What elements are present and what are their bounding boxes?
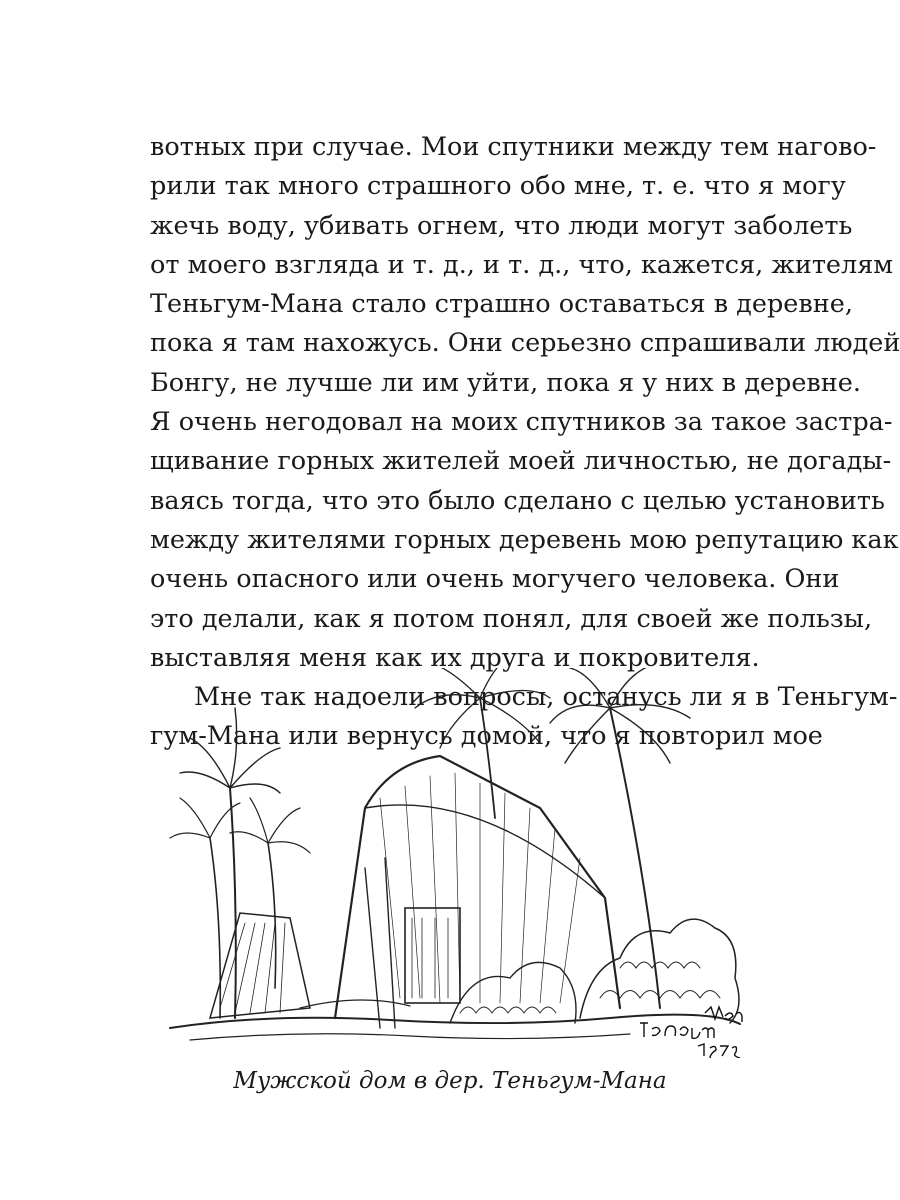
text-line: очень опасного или очень могучего человека. Они [150,564,840,595]
text-line: это делали, как я потом понял, для своей же пользы, [150,603,873,634]
text-line: Бонгу, не лучше ли им уйти, пока я у них в деревне. [150,367,861,398]
text-line: ваясь тогда, что это было сделано с целью установить [150,485,885,516]
text-line: пока я там нахожусь. Они серьезно спрашивали людей [150,328,900,359]
text-line: рили так много страшного обо мне, т. е. что я могу [150,171,846,202]
text-line: Теньгум-Мана стало страшно оставаться в деревне, [150,289,853,320]
figure-caption: Мужской дом в дер. Теньгум-Мана [233,1068,667,1094]
text-line: жечь воду, убивать огнем, что люди могут заболеть [150,210,853,241]
body-text [150,128,900,757]
text-line: Я очень негодовал на моих спутников за такое застра- [150,407,893,438]
illustration-mens-house [150,668,898,1058]
text-line: вотных при случае. Мои спутники между тем нагово- [150,132,877,162]
text-line: от моего взгляда и т. д., и т. д., что, кажется, жителям [150,249,894,280]
text-line: гум-Мана или вернусь домой, что я повторил мое [150,721,823,752]
sketch-drawing [150,668,898,1058]
text-line: выставляя меня как их друга и покровителя. [150,642,760,673]
text-line: Мне так надоели вопросы, останусь ли я в Теньгум- [194,682,898,713]
text-line: щивание горных жителей моей личностью, не догады- [150,446,892,477]
text-line: между жителями горных деревень мою репутацию как [150,524,899,555]
